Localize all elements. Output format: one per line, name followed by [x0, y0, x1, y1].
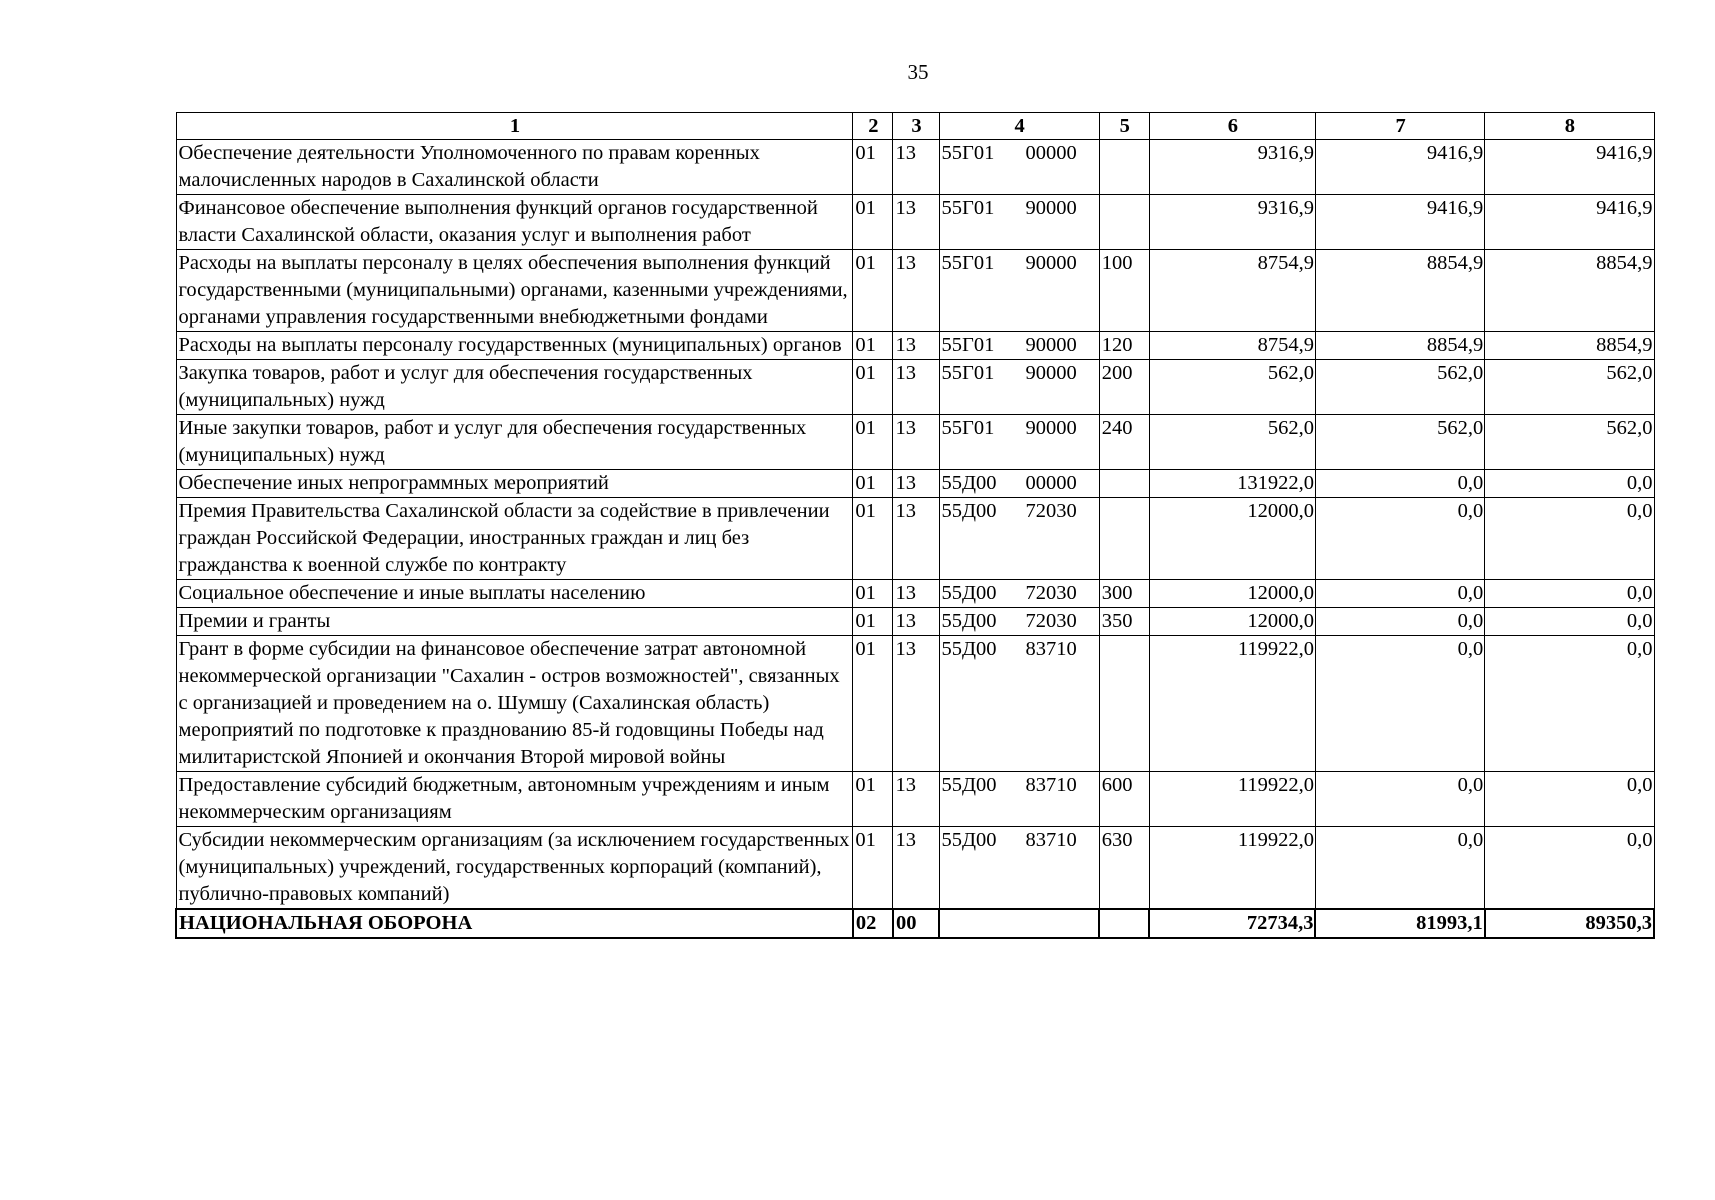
row-amount-col-8: 0,0	[1485, 498, 1654, 580]
row-amount-col-7: 9416,9	[1315, 195, 1484, 250]
row-subsection-code: 13	[893, 580, 939, 608]
row-amount-col-6: 12000,0	[1149, 498, 1315, 580]
row-amount-col-8: 8854,9	[1485, 332, 1654, 360]
row-amount-col-8: 89350,3	[1485, 909, 1654, 938]
row-target-article	[939, 827, 1099, 910]
row-amount-col-6: 12000,0	[1149, 608, 1315, 636]
row-target-article	[939, 608, 1099, 636]
row-subsection-code: 13	[893, 470, 939, 498]
row-target-article-program: 55Д00	[941, 610, 997, 632]
row-name: Обеспечение деятельности Уполномоченного по правам коренных малочисленных народов в Сахалинской области	[176, 140, 853, 195]
table-row	[176, 250, 1654, 332]
row-target-article-direction: 90000	[1025, 362, 1077, 384]
row-amount-col-7: 0,0	[1315, 827, 1484, 910]
row-target-article-direction: 90000	[1025, 417, 1077, 439]
row-name: Премия Правительства Сахалинской области за содействие в привлечении граждан Российской Федерации, иностранных граждан и лиц без гражданства к военной службе по контракту	[176, 498, 853, 580]
header-row	[176, 113, 1654, 140]
row-amount-col-6: 9316,9	[1149, 195, 1315, 250]
row-target-article-direction: 90000	[1025, 197, 1077, 219]
row-amount-col-7: 0,0	[1315, 608, 1484, 636]
row-target-article	[939, 250, 1099, 332]
row-subsection-code: 13	[893, 498, 939, 580]
row-amount-col-8: 0,0	[1485, 772, 1654, 827]
row-target-article-program: 55Д00	[941, 638, 997, 660]
row-section-code: 01	[853, 772, 893, 827]
row-section-code: 01	[853, 636, 893, 772]
row-subsection-code: 13	[893, 140, 939, 195]
row-target-article	[939, 195, 1099, 250]
table-row	[176, 140, 1654, 195]
row-name: Расходы на выплаты персоналу государственных (муниципальных) органов	[176, 332, 853, 360]
row-section-code: 01	[853, 827, 893, 910]
row-section-code: 01	[853, 250, 893, 332]
row-subsection-code: 13	[893, 332, 939, 360]
row-subsection-code: 13	[893, 636, 939, 772]
table-row	[176, 580, 1654, 608]
row-amount-col-8: 9416,9	[1485, 140, 1654, 195]
row-target-article-program: 55Г01	[941, 197, 995, 219]
row-amount-col-8: 0,0	[1485, 636, 1654, 772]
row-target-article-program: 55Д00	[941, 582, 997, 604]
row-amount-col-6: 72734,3	[1149, 909, 1315, 938]
header-col-6: 6	[1149, 113, 1315, 140]
table-body	[176, 140, 1654, 939]
header-col-4: 4	[939, 113, 1099, 140]
row-section-code: 01	[853, 140, 893, 195]
row-amount-col-8: 0,0	[1485, 470, 1654, 498]
row-expense-type: 200	[1099, 360, 1149, 415]
row-name: Расходы на выплаты персоналу в целях обеспечения выполнения функций государственными (муниципальными) органами, казенными учреждениями, органами управления государственными внебюджетными фондами	[176, 250, 853, 332]
row-target-article	[939, 415, 1099, 470]
row-subsection-code: 13	[893, 827, 939, 910]
row-target-article-direction: 90000	[1025, 252, 1077, 274]
row-target-article	[939, 140, 1099, 195]
row-amount-col-6: 119922,0	[1149, 772, 1315, 827]
row-amount-col-6: 131922,0	[1149, 470, 1315, 498]
table-row	[176, 636, 1654, 772]
row-amount-col-6: 119922,0	[1149, 636, 1315, 772]
row-expense-type: 600	[1099, 772, 1149, 827]
row-amount-col-8: 562,0	[1485, 415, 1654, 470]
row-target-article-direction: 00000	[1025, 142, 1077, 164]
row-amount-col-7: 8854,9	[1315, 250, 1484, 332]
row-target-article	[939, 332, 1099, 360]
header-col-5: 5	[1099, 113, 1149, 140]
row-expense-type: 300	[1099, 580, 1149, 608]
table-row	[176, 195, 1654, 250]
row-name: Предоставление субсидий бюджетным, автономным учреждениям и иным некоммерческим организациям	[176, 772, 853, 827]
row-target-article	[939, 772, 1099, 827]
table-row	[176, 332, 1654, 360]
row-amount-col-8: 0,0	[1485, 827, 1654, 910]
row-target-article-program: 55Д00	[941, 829, 997, 851]
row-amount-col-7: 0,0	[1315, 470, 1484, 498]
row-amount-col-8: 9416,9	[1485, 195, 1654, 250]
row-name: Грант в форме субсидии на финансовое обеспечение затрат автономной некоммерческой организации "Сахалин - остров возможностей", связанных с организацией и проведением на о. Шумшу (Сахалинская область) мероприятий по подготовке к празднованию 85-й годовщины Победы над милитаристской Японией и окончания Второй мировой войны	[176, 636, 853, 772]
row-target-article-program: 55Г01	[941, 252, 995, 274]
row-amount-col-8: 8854,9	[1485, 250, 1654, 332]
row-subsection-code: 13	[893, 415, 939, 470]
row-section-code: 02	[853, 909, 893, 938]
row-target-article	[939, 360, 1099, 415]
row-expense-type	[1099, 195, 1149, 250]
row-expense-type: 630	[1099, 827, 1149, 910]
row-expense-type: 100	[1099, 250, 1149, 332]
row-amount-col-7: 0,0	[1315, 498, 1484, 580]
row-subsection-code: 13	[893, 250, 939, 332]
row-section-code: 01	[853, 195, 893, 250]
row-amount-col-7: 0,0	[1315, 580, 1484, 608]
budget-table	[175, 112, 1655, 939]
row-target-article-direction: 72030	[1025, 610, 1077, 632]
row-amount-col-7: 8854,9	[1315, 332, 1484, 360]
row-amount-col-7: 562,0	[1315, 415, 1484, 470]
row-amount-col-6: 562,0	[1149, 360, 1315, 415]
row-amount-col-6: 562,0	[1149, 415, 1315, 470]
table-row	[176, 415, 1654, 470]
row-target-article	[939, 498, 1099, 580]
table-row	[176, 498, 1654, 580]
row-subsection-code: 13	[893, 195, 939, 250]
row-target-article-program: 55Г01	[941, 417, 995, 439]
row-expense-type: 240	[1099, 415, 1149, 470]
table-row	[176, 827, 1654, 910]
row-target-article-program: 55Г01	[941, 334, 995, 356]
table-row	[176, 772, 1654, 827]
row-expense-type	[1099, 909, 1149, 938]
header-col-3: 3	[893, 113, 939, 140]
row-amount-col-6: 119922,0	[1149, 827, 1315, 910]
page-number: 35	[907, 60, 929, 84]
row-name: НАЦИОНАЛЬНАЯ ОБОРОНА	[176, 909, 853, 938]
table-row	[176, 360, 1654, 415]
row-target-article-direction: 00000	[1025, 472, 1077, 494]
row-amount-col-8: 562,0	[1485, 360, 1654, 415]
row-amount-col-8: 0,0	[1485, 608, 1654, 636]
row-name: Социальное обеспечение и иные выплаты населению	[176, 580, 853, 608]
table-row	[176, 470, 1654, 498]
header-col-7: 7	[1315, 113, 1484, 140]
row-amount-col-6: 12000,0	[1149, 580, 1315, 608]
row-target-article-program: 55Г01	[941, 362, 995, 384]
row-name: Субсидии некоммерческим организациям (за исключением государственных (муниципальных) учреждений, государственных корпораций (компаний), публично-правовых компаний)	[176, 827, 853, 910]
row-name: Обеспечение иных непрограммных мероприятий	[176, 470, 853, 498]
row-section-code: 01	[853, 415, 893, 470]
row-name: Иные закупки товаров, работ и услуг для обеспечения государственных (муниципальных) нужд	[176, 415, 853, 470]
row-section-code: 01	[853, 332, 893, 360]
row-target-article-direction: 90000	[1025, 334, 1077, 356]
header-col-2: 2	[853, 113, 893, 140]
row-expense-type	[1099, 498, 1149, 580]
row-target-article-direction: 72030	[1025, 500, 1077, 522]
row-section-code: 01	[853, 498, 893, 580]
row-target-article-program: 55Г01	[941, 142, 995, 164]
header-col-8: 8	[1485, 113, 1654, 140]
row-target-article-program: 55Д00	[941, 472, 997, 494]
row-subsection-code: 13	[893, 608, 939, 636]
row-amount-col-8: 0,0	[1485, 580, 1654, 608]
row-section-code: 01	[853, 608, 893, 636]
row-target-article	[939, 909, 1099, 938]
row-section-code: 01	[853, 580, 893, 608]
row-target-article-program: 55Д00	[941, 500, 997, 522]
row-expense-type: 350	[1099, 608, 1149, 636]
row-name: Закупка товаров, работ и услуг для обеспечения государственных (муниципальных) нужд	[176, 360, 853, 415]
row-subsection-code: 13	[893, 360, 939, 415]
row-amount-col-6: 8754,9	[1149, 250, 1315, 332]
row-target-article-direction: 83710	[1025, 774, 1077, 796]
row-amount-col-7: 562,0	[1315, 360, 1484, 415]
row-subsection-code: 00	[893, 909, 939, 938]
row-expense-type	[1099, 470, 1149, 498]
row-amount-col-6: 9316,9	[1149, 140, 1315, 195]
row-target-article	[939, 636, 1099, 772]
row-target-article-direction: 83710	[1025, 829, 1077, 851]
row-expense-type	[1099, 636, 1149, 772]
row-target-article	[939, 470, 1099, 498]
header-col-1: 1	[176, 113, 853, 140]
row-target-article-program: 55Д00	[941, 774, 997, 796]
row-name: Премии и гранты	[176, 608, 853, 636]
row-section-code: 01	[853, 470, 893, 498]
row-section-code: 01	[853, 360, 893, 415]
row-amount-col-7: 9416,9	[1315, 140, 1484, 195]
row-amount-col-6: 8754,9	[1149, 332, 1315, 360]
table-row	[176, 608, 1654, 636]
row-expense-type	[1099, 140, 1149, 195]
row-amount-col-7: 0,0	[1315, 636, 1484, 772]
row-target-article-direction: 72030	[1025, 582, 1077, 604]
total-row	[176, 909, 1654, 938]
row-amount-col-7: 81993,1	[1315, 909, 1484, 938]
row-expense-type: 120	[1099, 332, 1149, 360]
row-name: Финансовое обеспечение выполнения функций органов государственной власти Сахалинской области, оказания услуг и выполнения работ	[176, 195, 853, 250]
row-amount-col-7: 0,0	[1315, 772, 1484, 827]
row-subsection-code: 13	[893, 772, 939, 827]
row-target-article-direction: 83710	[1025, 638, 1077, 660]
row-target-article	[939, 580, 1099, 608]
